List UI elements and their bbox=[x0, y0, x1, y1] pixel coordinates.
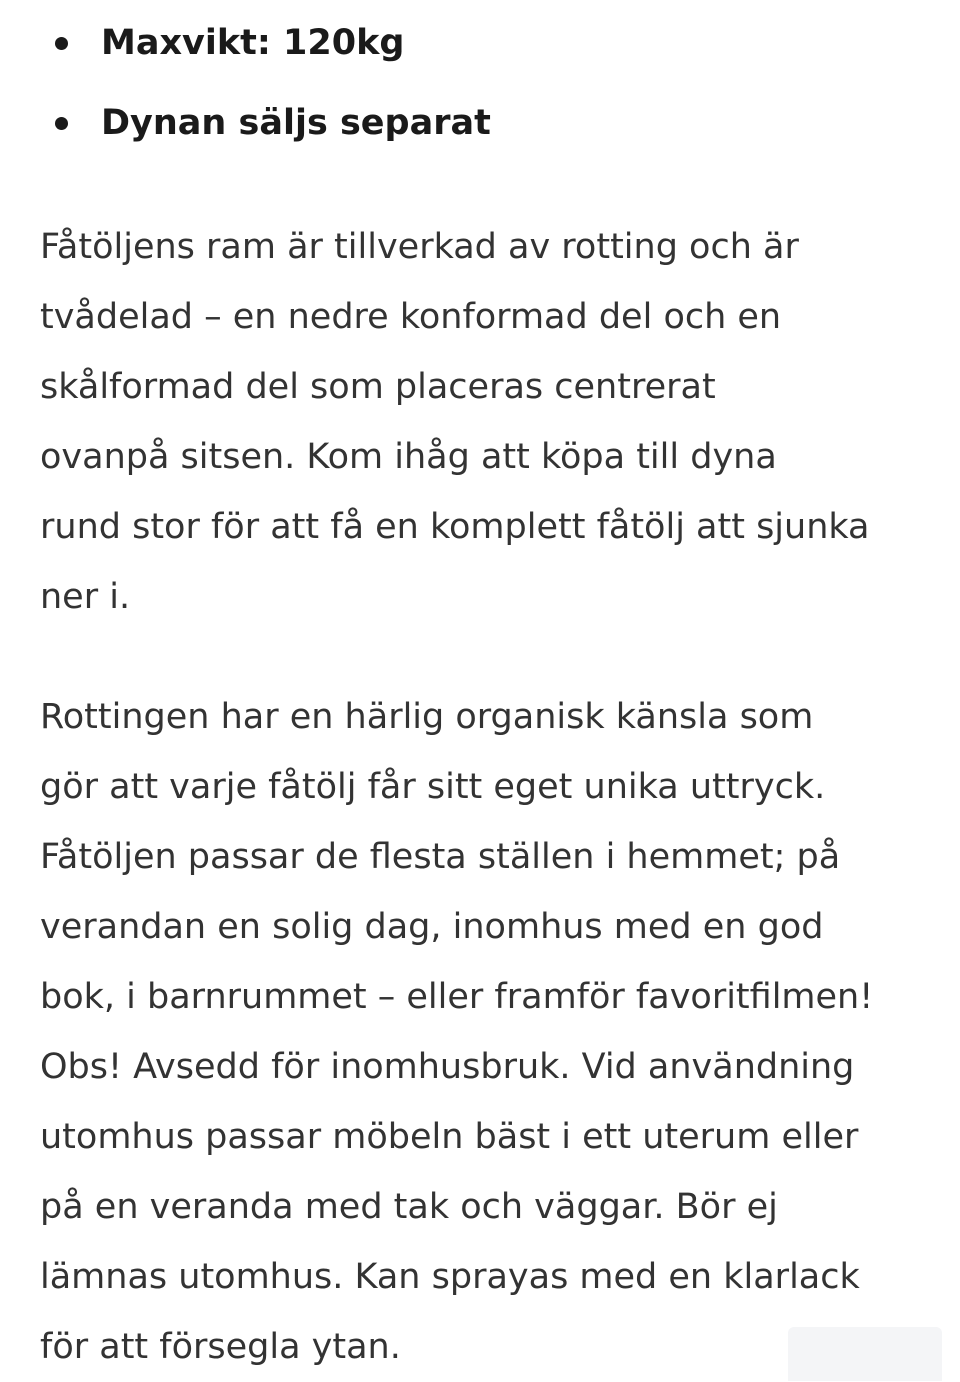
spec-list bbox=[40, 18, 491, 178]
description-paragraph-2: Rottingen har en härlig organisk känsla som gör att varje fåtölj får sitt eget unika uttryck. Fåtöljen passar de flesta ställen i hemmet; på verandan en solig dag, inomhus med en god bok, i barnrummet – eller framför favoritfilmen! Obs! Avsedd för inomhusbruk. Vid användning utomhus passar möbeln bäst i ett uterum eller på en veranda med tak och väggar. Bör ej lämnas utomhus. Kan sprayas med en klarlack för att försegla ytan. bbox=[40, 697, 874, 1367]
spec-max-weight: Maxvikt: 120kg bbox=[101, 23, 405, 63]
spec-cushion-note: Dynan säljs separat bbox=[101, 103, 491, 143]
bullet-icon bbox=[55, 37, 68, 50]
floating-panel bbox=[788, 1327, 942, 1381]
list-item bbox=[40, 98, 491, 178]
list-item bbox=[40, 18, 491, 98]
bullet-icon bbox=[55, 117, 68, 130]
description-paragraph-1: Fåtöljens ram är tillverkad av rotting och är tvådelad – en nedre konformad del och en skålformad del som placeras centrerat ovanpå sitsen. Kom ihåg att köpa till dyna rund stor för att få en komplett fåtölj att sjunka ner i. bbox=[40, 227, 870, 617]
